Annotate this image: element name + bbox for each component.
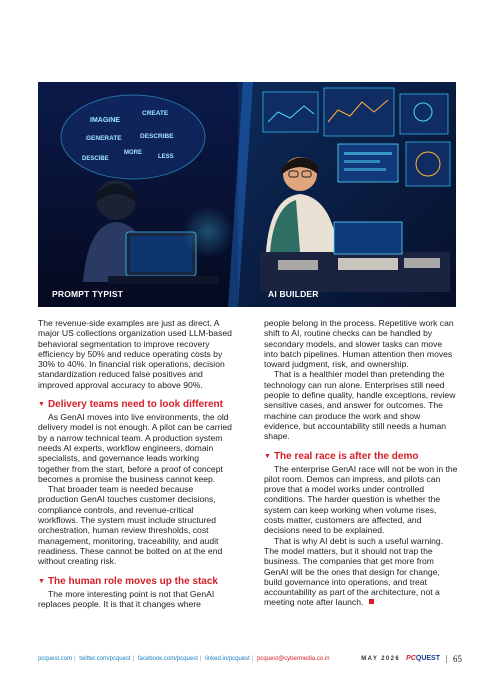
right-column <box>264 318 458 608</box>
paragraph: The more interesting point is not that GenAI replaces people. It is that it changes where <box>38 588 215 609</box>
footer-link-facebook[interactable]: facebook.com/pcquest <box>137 656 198 662</box>
cloud-word: DESCRIBE <box>140 133 174 140</box>
thought-cloud <box>61 95 205 179</box>
triangle-bullet-icon: ▼ <box>38 401 45 409</box>
cloud-word: LESS <box>158 154 174 160</box>
paragraph: people belong in the process. Repetitive work can shift to AI, routine checks can be handled by secondary models, and slower tasks can move into batch pipelines. Human attention then moves toward judgment, risk, and ownership. <box>264 318 454 370</box>
cloud-word: IMAGINE <box>90 117 120 124</box>
triangle-bullet-icon: ▼ <box>264 452 271 460</box>
paragraph: That is a healthier model than pretending the technology can run alone. Enterprises still need people to define quality, handle exceptions, review sensitive cases, and answer for outcomes. The machine can produce the work and show evidence, but accountability still needs a human shape. <box>264 369 456 442</box>
footer-link-email[interactable]: pcquest@cybermedia.co.in <box>257 656 330 662</box>
footer-link-linkedin[interactable]: linked.in/pcquest <box>205 656 250 662</box>
footer-right <box>361 653 462 665</box>
issue-date: MAY 2026 <box>361 656 401 662</box>
prompt-typist-label: PROMPT TYPIST <box>52 289 124 299</box>
paragraph: The enterprise GenAI race will not be won in the pilot room. Demos can impress, and pilots can prove that a model works under controlled conditions. The harder question is whether the system can keep working when volume rises, costs matter, customers are affected, and decisions need to be explained. <box>264 463 458 536</box>
footer-links: pcquest.com | twitter.com/pcquest | facebook.com/pcquest | linked.in/pcquest | pcquest@cybermedia.co.in <box>38 656 330 662</box>
paragraph: The revenue-side examples are just as direct. A major US collections organization used LLM-based behavioral segmentation to improve recovery efficiency by 50% and reduce operating costs by 30% to 40%. In financial risk operations, decision standardization reduced false positives and improved approval accuracy to above 90%. <box>38 318 232 390</box>
paragraph-text: That is why AI debt is such a useful warning. The model matters, but it should not trap the business. The companies that get more from GenAI will be the ones that design for change, build governance into operations, and treat accountability as part of the architecture, not a meeting note after launch. <box>264 535 444 608</box>
page-number: 65 <box>453 654 462 664</box>
cloud-word: GENERATE <box>86 135 122 142</box>
hero-artwork <box>38 82 456 307</box>
left-column <box>38 318 232 609</box>
footer-link-twitter[interactable]: twitter.com/pcquest <box>79 656 131 662</box>
paragraph: As GenAI moves into live environments, the old delivery model is not enough. A pilot can be carried by a narrow technical team. A production system needs AI experts, workflow engineers, domain specialists, and governance leads working together from the start, before a proof of concept becomes a promise the business cannot keep. <box>38 412 232 484</box>
section-heading <box>38 399 232 411</box>
end-mark-icon <box>369 599 374 604</box>
page-footer <box>38 653 462 665</box>
section-heading-text: The human role moves up the stack <box>47 575 218 587</box>
divider <box>446 655 447 663</box>
paragraph: That broader team is needed because production GenAI touches customer decisions, compliance controls, and revenue-critical workflows. The system must include structured orchestration, human review thresholds, cost management, monitoring, traceability, and audit readiness. These cannot be bolted on at the end without creating risk. <box>38 484 223 567</box>
section-heading-text: The real race is after the demo <box>273 450 419 462</box>
section-heading <box>38 576 232 588</box>
cloud-word: MORE <box>124 150 142 156</box>
footer-link-website[interactable]: pcquest.com <box>38 656 73 662</box>
paragraph <box>264 536 458 608</box>
cloud-word: DESCIBE <box>82 156 109 162</box>
section-heading <box>264 451 458 463</box>
ai-builder-label: AI BUILDER <box>268 289 319 299</box>
brand-logo: PCQUEST <box>406 655 440 662</box>
section-heading-text: Delivery teams need to look different <box>47 399 223 411</box>
triangle-bullet-icon: ▼ <box>38 577 45 585</box>
hero-illustration <box>38 82 456 307</box>
cloud-word: CREATE <box>142 110 169 117</box>
